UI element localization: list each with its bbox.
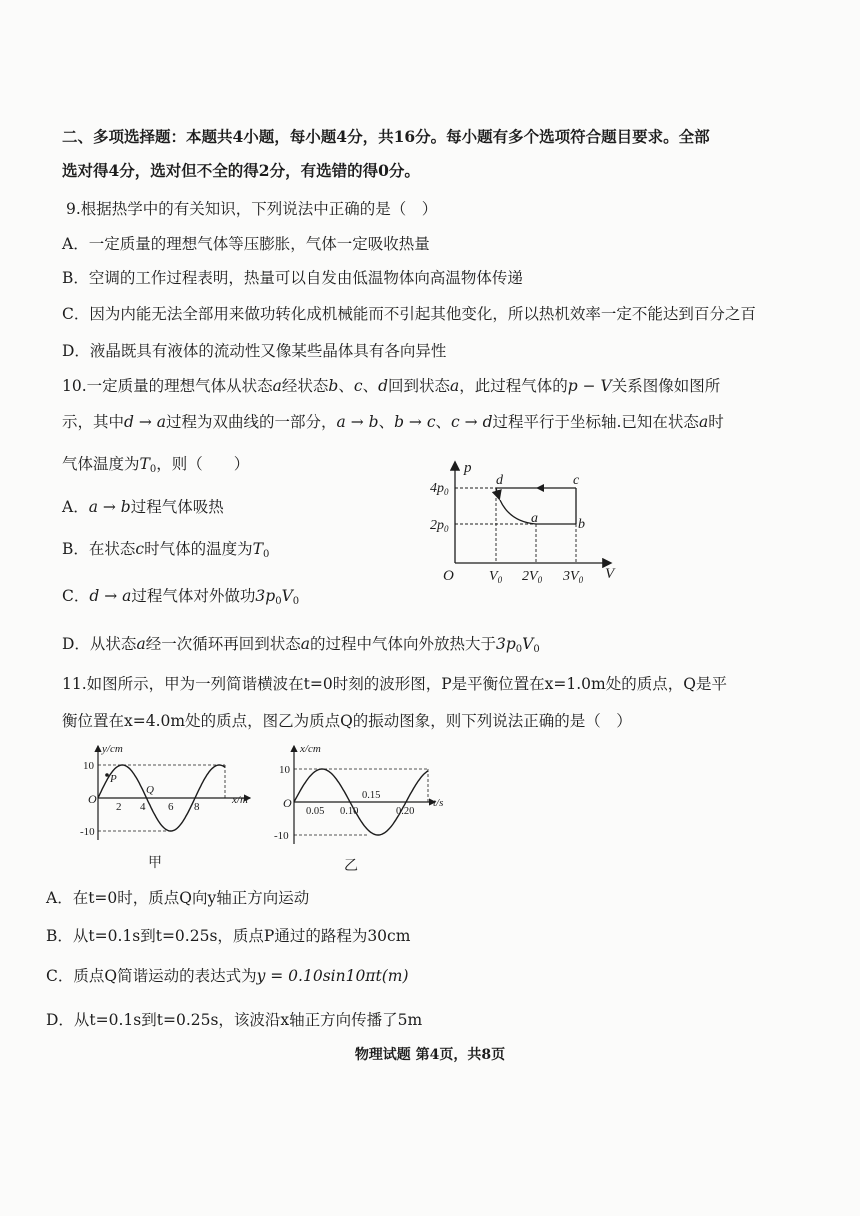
- pv-point-a: a: [531, 511, 538, 526]
- pv-p-label: p: [464, 460, 472, 476]
- yi-y-top: 10: [279, 764, 290, 776]
- q10-option-a: A．a → b过程气体吸热: [62, 498, 224, 516]
- yi-t-label: t/s: [433, 797, 444, 809]
- jia-x-label: x/m: [232, 794, 248, 806]
- jia-label-p: P: [110, 773, 117, 785]
- jia-origin: O: [88, 792, 97, 806]
- q10-stem-line3: 气体温度为$T_0$，则（ ）: [62, 455, 250, 475]
- q10-stem-line2: 示，其中d → a过程为双曲线的一部分，a → b、b → c、c → d过程平行于坐标轴.已知在状态a时: [62, 413, 724, 431]
- pv-point-d: d: [496, 473, 503, 488]
- yi-caption: 乙: [344, 858, 358, 874]
- q11-option-c: C．质点Q简谐运动的表达式为y = 0.10sin10πt(m): [46, 967, 409, 985]
- q10-stem-line1: 10.一定质量的理想气体从状态a经状态b、c、d回到状态a，此过程气体的p − V关系图像如图所: [62, 377, 721, 395]
- q9-option-b: B．空调的工作过程表明，热量可以自发由低温物体向高温物体传递: [62, 269, 523, 287]
- pv-x-2v0: $2V_0$: [522, 569, 543, 585]
- pv-x-3v0: $3V_0$: [563, 569, 584, 585]
- vibration-graph-yi: [270, 740, 460, 850]
- q9-option-c: C．因为内能无法全部用来做功转化成机械能而不引起其他变化，所以热机效率一定不能达到百分之百: [62, 305, 756, 323]
- q10-option-b: B．在状态c时气体的温度为$T_0$: [62, 540, 270, 560]
- yi-tick-020: 0.20: [396, 806, 415, 817]
- q9-option-d: D．液晶既具有液体的流动性又像某些晶体具有各向异性: [62, 342, 447, 360]
- jia-y-top: 10: [83, 760, 94, 772]
- pv-y-2p0: $2p_0$: [430, 518, 449, 534]
- pv-v-label: V: [605, 566, 615, 582]
- yi-tick-005: 0.05: [306, 806, 325, 817]
- jia-caption: 甲: [148, 855, 162, 871]
- pv-x-v0: $V_0$: [489, 569, 503, 585]
- jia-y-label: y/cm: [102, 743, 123, 755]
- q11-option-a: A．在t=0时，质点Q向y轴正方向运动: [46, 889, 310, 907]
- pv-origin: O: [443, 568, 454, 584]
- q11-option-d: D．从t=0.1s到t=0.25s，该波沿x轴正方向传播了5m: [46, 1011, 423, 1029]
- yi-y-bot: -10: [274, 830, 289, 842]
- yi-tick-010: 0.10: [340, 806, 359, 817]
- jia-tick-8: 8: [194, 801, 200, 813]
- jia-tick-4: 4: [140, 801, 146, 813]
- yi-origin: O: [283, 796, 292, 810]
- pv-point-c: c: [573, 473, 580, 488]
- q11-option-b: B．从t=0.1s到t=0.25s，质点P通过的路程为30cm: [46, 927, 411, 945]
- pv-point-b: b: [578, 517, 585, 532]
- section-heading-line1: 二、多项选择题：本题共4小题，每小题4分，共16分。每小题有多个选项符合题目要求。全部: [62, 127, 710, 146]
- jia-tick-2: 2: [116, 801, 122, 813]
- wave-graph-jia: [80, 740, 260, 850]
- q11-stem-line1: 11.如图所示，甲为一列简谐横波在t=0时刻的波形图，P是平衡位置在x=1.0m处的质点，Q是平: [62, 675, 727, 693]
- section-heading-line2: 选对得4分，选对但不全的得2分，有选错的得0分。: [62, 161, 420, 180]
- q11-stem-line2: 衡位置在x=4.0m处的质点，图乙为质点Q的振动图象，则下列说法正确的是（ ）: [62, 712, 632, 730]
- q10-option-d: D．从状态a经一次循环再回到状态a的过程中气体向外放热大于$3p_0V_0$: [62, 635, 540, 655]
- jia-point-p: [105, 773, 109, 777]
- jia-y-bot: -10: [80, 826, 95, 838]
- page-footer: 物理试题 第4页，共8页: [354, 1047, 506, 1063]
- pv-diagram: [420, 458, 620, 588]
- yi-tick-015: 0.15: [362, 790, 381, 801]
- q9-option-a: A．一定质量的理想气体等压膨胀，气体一定吸收热量: [62, 235, 430, 253]
- jia-label-q: Q: [146, 784, 154, 796]
- q9-stem: 9.根据热学中的有关知识，下列说法中正确的是（ ）: [66, 200, 438, 218]
- q10-option-c: C．d → a过程气体对外做功$3p_0V_0$: [62, 587, 300, 607]
- jia-tick-6: 6: [168, 801, 174, 813]
- pv-y-4p0: $4p_0$: [430, 481, 449, 497]
- yi-y-label: x/cm: [300, 743, 321, 755]
